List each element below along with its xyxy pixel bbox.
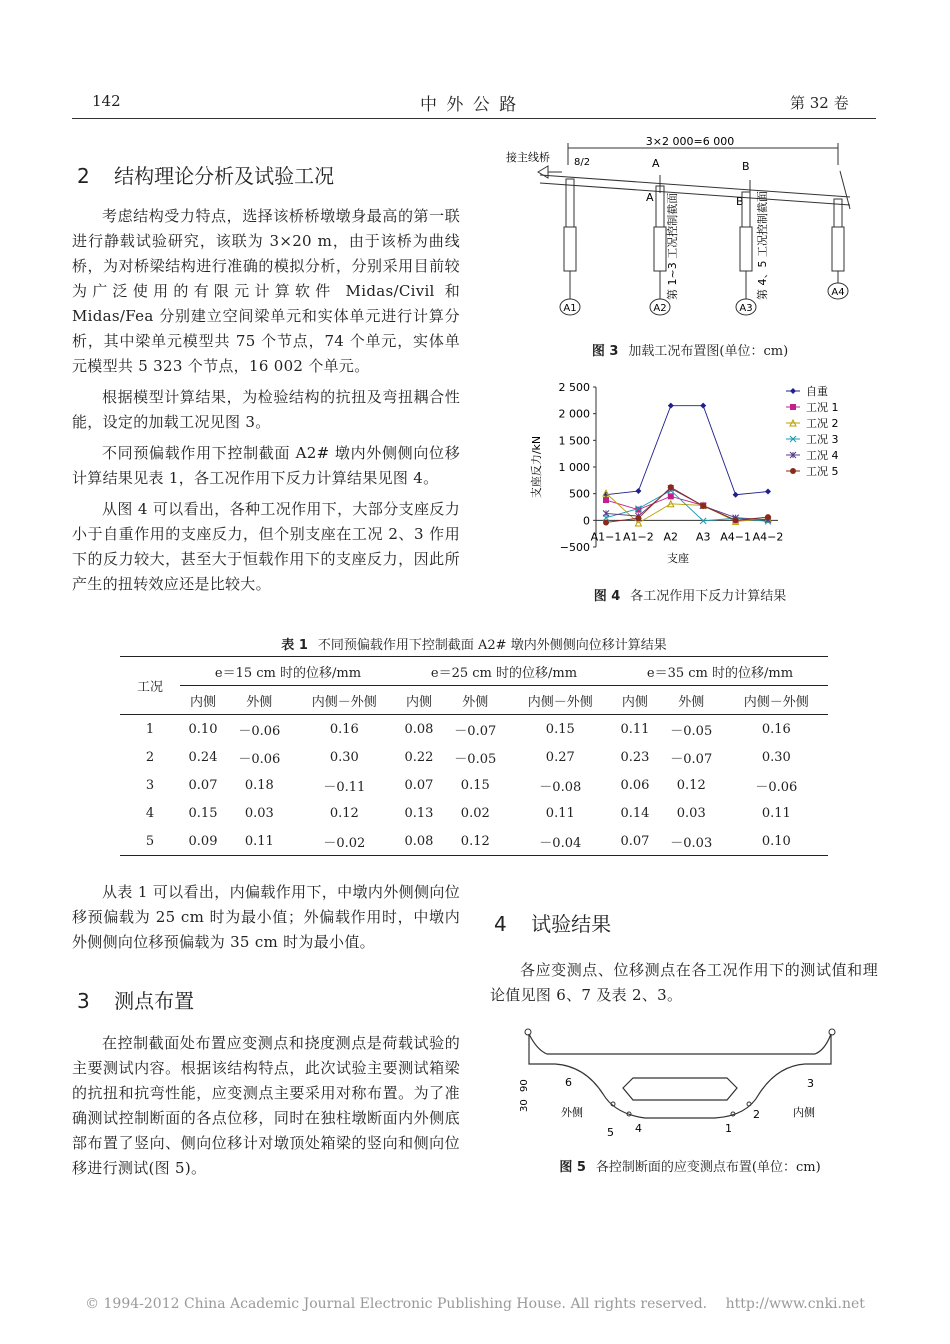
table-cell: －0.05	[670, 723, 713, 739]
table-cell: 0.14	[620, 805, 650, 821]
paragraph: 不同预偏载作用下控制截面 A2# 墩内外侧侧向位移计算结果见表 1，各工况作用下反力计算结果见图 4。	[72, 444, 460, 487]
legend-label: 工况 1	[806, 401, 839, 414]
table-cell: 0.15	[545, 721, 575, 737]
section-number: 3	[77, 989, 90, 1013]
y-tick-label: 2 500	[558, 381, 590, 394]
pier-a2	[654, 186, 666, 313]
paragraph: 从图 4 可以看出，各种工况作用下，大部分支座反力小于自重作用的支座反力，但个别支座在工况 2、3 作用下的反力较大，甚至大于恒载作用下的支座反力，因此所产生的扭转效应还是比较大。	[72, 500, 460, 593]
section-2-heading	[77, 160, 334, 189]
table-cell: －0.03	[670, 835, 713, 851]
table-cell: －0.06	[238, 751, 281, 767]
pier-a1	[564, 179, 576, 313]
y-tick-label: 2 000	[558, 407, 590, 421]
table-cell: 0.16	[329, 721, 359, 737]
section-3-body	[72, 1031, 460, 1181]
section-title: 结构理论分析及试验工况	[114, 164, 335, 188]
y-tick-label: 1 500	[558, 434, 590, 448]
data-point	[790, 468, 796, 474]
y-tick-label: −500	[559, 541, 590, 554]
table-cell: 0.03	[244, 805, 274, 821]
table-cell: 0.11	[244, 833, 274, 849]
subcol-header: 内侧－外侧	[311, 694, 377, 710]
subcol-header: 外侧	[246, 694, 273, 710]
pier-label: A4	[831, 287, 845, 298]
x-tick-label: A1−2	[623, 530, 654, 544]
outer-side-label: 外侧	[561, 1106, 583, 1119]
point-label: 5	[607, 1126, 614, 1139]
section-b-vertical: 第 4、5 工况控制截面	[756, 191, 769, 300]
paragraph: 根据模型计算结果，为检验结构的抗扭及弯扭耦合性能，设定的加载工况见图 3。	[72, 388, 460, 431]
table-cell: －0.07	[454, 723, 497, 739]
legend-label: 工况 4	[806, 449, 839, 462]
data-point	[790, 388, 796, 394]
table-cell: 0.27	[545, 749, 575, 765]
legend-label: 工况 2	[806, 417, 839, 430]
table-cell: 0.24	[188, 749, 218, 765]
footer-url[interactable]: http://www.cnki.net	[725, 1296, 865, 1312]
x-tick-label: A2	[663, 530, 679, 544]
data-point	[635, 488, 641, 494]
after-table-text	[72, 880, 460, 955]
data-point	[603, 497, 609, 503]
subcol-header: 外侧	[678, 694, 705, 710]
section-b-label-2: B	[736, 195, 744, 208]
table-row	[120, 715, 828, 744]
table-1	[120, 656, 828, 856]
section-3-heading	[77, 985, 194, 1014]
table-cell: 0.03	[676, 805, 706, 821]
section-a-label: A	[652, 157, 660, 170]
caption-text: 各控制断面的应变测点布置(单位：cm)	[595, 1160, 821, 1175]
paragraph: 考虑结构受力特点，选择该桥桥墩墩身最高的第一联进行静载试验研究，该联为 3×20 m，由于该桥为曲线桥，为对桥梁结构进行准确的模拟分析，分别采用目前较为广泛使用的有限元计算软件 Midas/Civil 和 Midas/Fea 分别建立空间梁单元和实体单元进行计算分析，其中梁单元模型共 75 个节点，74 个单元，实体单元模型共 5 323 个节点，16 002 个单元。	[72, 207, 460, 375]
table-cell: 0.02	[460, 805, 490, 821]
caption-number: 图 4	[593, 589, 621, 604]
legend-label: 自重	[806, 385, 828, 398]
data-point	[765, 514, 771, 520]
table-row	[120, 771, 828, 799]
figure-5-caption	[500, 1156, 880, 1175]
data-point	[790, 404, 796, 410]
data-point	[733, 517, 739, 523]
point-label: 2	[753, 1108, 760, 1121]
volume-label: 第 32 卷	[790, 94, 849, 112]
subcol-header: 内侧	[621, 694, 648, 710]
table-cell: 0.12	[676, 777, 706, 793]
copyright-footer	[0, 1296, 950, 1312]
table-cell: 1	[145, 721, 155, 737]
caption-number: 图 3	[591, 344, 619, 359]
table-cell: 0.22	[404, 749, 434, 765]
series-line	[606, 496, 768, 520]
series-line	[606, 406, 768, 495]
subcol-header: 内侧－外侧	[527, 694, 593, 710]
y-tick-label: 0	[583, 514, 590, 528]
x-tick-label: A3	[695, 530, 711, 544]
half-label: 8/2	[574, 157, 591, 168]
table-cell: －0.07	[670, 751, 713, 767]
figure-5-cross-section	[515, 1022, 855, 1142]
table-cell: 0.10	[188, 721, 218, 737]
pier-label: A3	[739, 303, 753, 314]
pier-label: A2	[653, 303, 667, 314]
section-2-body	[72, 204, 460, 597]
data-point	[700, 403, 706, 409]
x-tick-label: A1−1	[590, 530, 622, 544]
group-header: e＝15 cm 时的位移/mm	[180, 657, 396, 686]
table-cell: 3	[145, 777, 155, 793]
table-row	[120, 799, 828, 827]
data-point	[668, 484, 674, 490]
point-label: 4	[635, 1122, 642, 1135]
legend-label: 工况 5	[806, 465, 839, 478]
section-title: 测点布置	[114, 989, 195, 1013]
pier-label: A1	[563, 303, 577, 314]
section-b-label: B	[742, 160, 750, 173]
bridge-label: 接主线桥	[506, 151, 550, 164]
group-header: e＝25 cm 时的位移/mm	[396, 657, 612, 686]
caption-text: 加载工况布置图(单位：cm)	[628, 344, 789, 359]
table-cell: 0.11	[620, 721, 650, 737]
x-tick-label: A4−1	[720, 530, 751, 544]
table-cell: 0.15	[188, 805, 218, 821]
figure-4-chart	[500, 375, 880, 575]
table-cell: 0.09	[188, 833, 218, 849]
figure-3-layout	[500, 135, 880, 325]
section-number: 4	[494, 912, 507, 936]
journal-name: 中 外 公 路	[420, 95, 519, 115]
legend-label: 工况 3	[806, 433, 839, 446]
subcol-header: 外侧	[462, 694, 489, 710]
data-point	[635, 515, 641, 521]
header-rule	[72, 118, 876, 119]
table-cell: 0.11	[761, 805, 791, 821]
table-row	[120, 827, 828, 856]
pier-a3	[740, 192, 752, 313]
data-point	[668, 403, 674, 409]
data-point	[733, 492, 739, 498]
col-case-header: 工况	[120, 657, 180, 715]
data-point	[603, 519, 609, 525]
subcol-header: 内侧－外侧	[743, 694, 809, 710]
data-point	[668, 493, 674, 499]
table-cell: 0.08	[404, 833, 434, 849]
page-number: 142	[92, 92, 121, 110]
table-cell: 0.23	[620, 749, 650, 765]
x-tick-label: A4−2	[752, 530, 784, 544]
table-cell: 0.08	[404, 721, 434, 737]
table-cell: －0.02	[323, 835, 366, 851]
table-cell: －0.06	[238, 723, 281, 739]
data-point	[765, 489, 771, 495]
table-cell: 2	[145, 749, 155, 765]
y-axis-label: 支座反力/kN	[530, 435, 543, 499]
figure-4-caption	[500, 585, 880, 604]
data-point	[700, 503, 706, 509]
table-cell: －0.04	[539, 835, 582, 851]
point-label: 3	[807, 1077, 814, 1090]
table-cell: 0.11	[545, 805, 575, 821]
group-header: e＝35 cm 时的位移/mm	[612, 657, 828, 686]
y-tick-label: 1 000	[558, 461, 590, 474]
table-cell: －0.08	[539, 779, 582, 795]
series-line	[606, 488, 768, 519]
table-cell: 0.12	[460, 833, 490, 849]
table-cell: 0.30	[761, 749, 791, 765]
pier-a4	[832, 199, 844, 297]
subcol-header: 内侧	[189, 694, 216, 710]
table-cell: 0.30	[329, 749, 359, 765]
section-a-vertical: 第 1~3 工况控制截面	[666, 192, 679, 300]
x-axis-label: 支座	[667, 552, 689, 565]
table-cell: 0.06	[620, 777, 650, 793]
table-cell: 0.12	[329, 805, 359, 821]
figure-3-caption	[500, 340, 880, 359]
series-line	[606, 490, 768, 521]
subcol-header: 内侧	[405, 694, 432, 710]
caption-number: 表 1	[281, 638, 308, 653]
point-label: 6	[565, 1076, 572, 1089]
table-cell: 0.13	[404, 805, 434, 821]
section-number: 2	[77, 164, 90, 188]
table-cell: 0.07	[404, 777, 434, 793]
paragraph: 各应变测点、位移测点在各工况作用下的测试值和理论值见图 6、7 及表 2、3。	[490, 961, 878, 1004]
table-row	[120, 743, 828, 771]
paragraph: 从表 1 可以看出，内偏载作用下，中墩内外侧侧向位移预偏载为 25 cm 时为最小值；外偏载作用时，中墩内外侧侧向位移预偏载为 35 cm 时为最小值。	[72, 883, 460, 951]
table-cell: －0.11	[323, 779, 366, 795]
dim-30-label: 30	[519, 1099, 530, 1112]
table-cell: 0.18	[244, 777, 274, 793]
table-1-caption	[72, 634, 876, 653]
arrow-left-icon	[538, 166, 548, 178]
copyright-text: © 1994-2012 China Academic Journal Electronic Publishing House. All rights reserved.	[85, 1296, 708, 1312]
paragraph: 在控制截面处布置应变测点和挠度测点是荷载试验的主要测试内容。根据该结构特点，此次试验主要测试箱梁的抗扭和抗弯性能，应变测点主要采用对称布置。为了准确测试控制断面的各点位移，同时在独柱墩断面内外侧底部布置了竖向、侧向位移计对墩顶处箱梁的竖向和侧向位移进行测试(图 5)。	[72, 1034, 460, 1177]
table-cell: －0.05	[454, 751, 497, 767]
table-cell: 0.07	[620, 833, 650, 849]
point-label: 1	[725, 1122, 732, 1135]
section-4-heading	[494, 908, 611, 937]
table-cell: 0.10	[761, 833, 791, 849]
dim-90-label: 90	[519, 1079, 530, 1092]
section-a-label-2: A	[646, 191, 654, 204]
table-cell: 5	[145, 833, 155, 849]
y-tick-label: 500	[569, 487, 590, 501]
inner-side-label: 内侧	[793, 1106, 815, 1119]
section-title: 试验结果	[531, 912, 612, 936]
table-cell: 0.16	[761, 721, 791, 737]
table-cell: 4	[145, 805, 155, 821]
caption-text: 不同预偏载作用下控制截面 A2# 墩内外侧侧向位移计算结果	[317, 638, 667, 653]
table-cell: －0.06	[755, 779, 798, 795]
table-cell: 0.07	[188, 777, 218, 793]
caption-number: 图 5	[559, 1160, 586, 1175]
dimension-label: 3×2 000=6 000	[645, 135, 735, 148]
caption-text: 各工况作用下反力计算结果	[630, 589, 787, 604]
table-cell: 0.15	[460, 777, 490, 793]
section-4-body	[490, 958, 878, 1008]
